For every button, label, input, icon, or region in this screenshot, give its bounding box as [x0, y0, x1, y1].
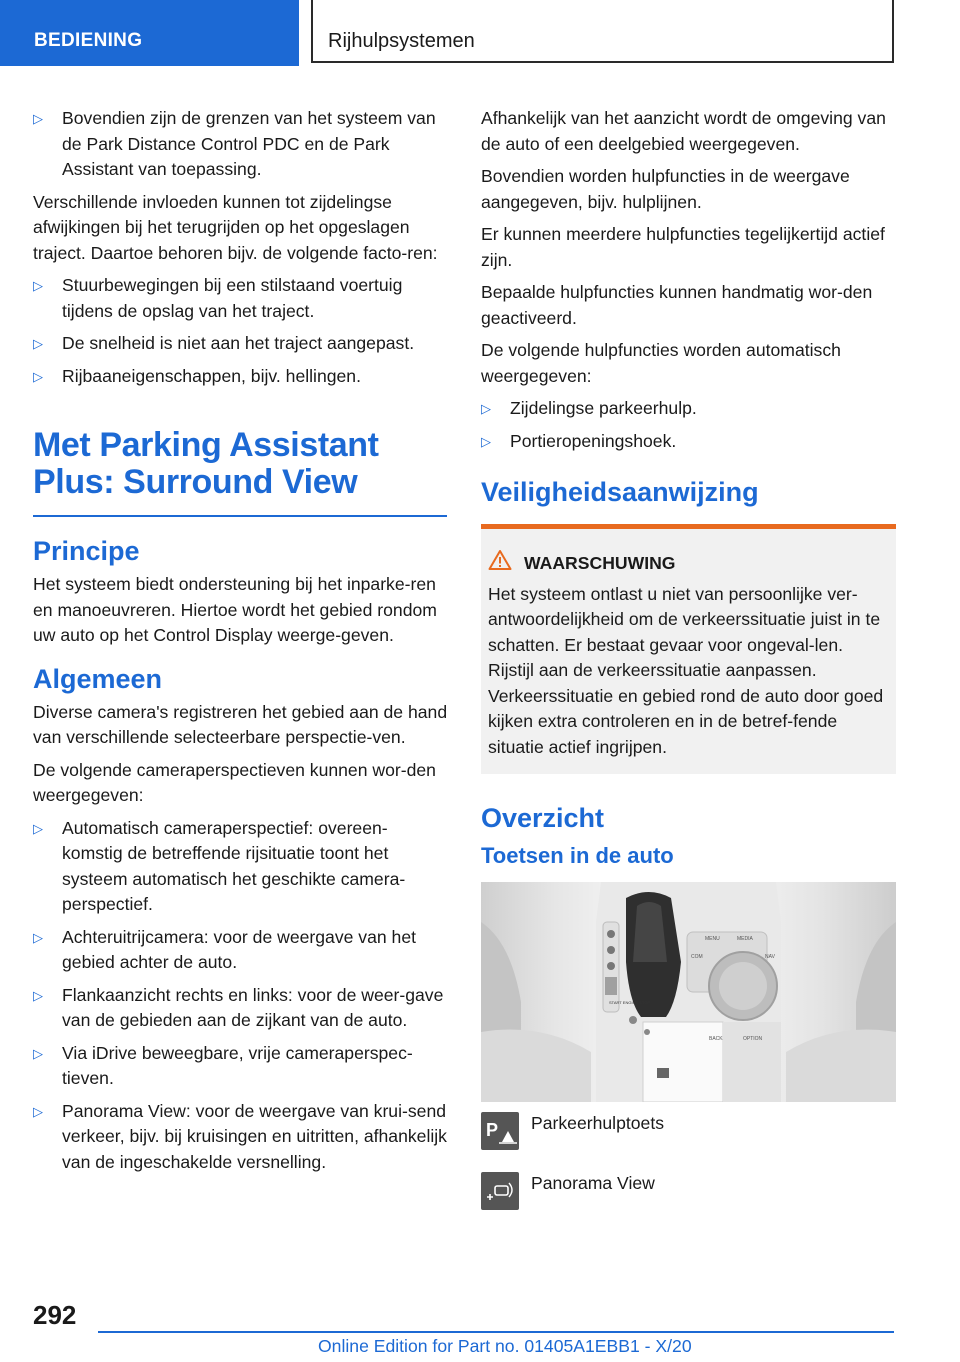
- paragraph: Er kunnen meerdere hulpfuncties tegelijkertijd actief zijn.: [481, 224, 885, 270]
- warning-text: Het systeem ontlast u niet van persoonlijke ver-antwoordelijkheid om de verkeerssituatie juist in te schatten. Er bestaat gevaar voor ongeval-len. Rijstijl aan de verkeerssituatie aanpassen. Verkeerssituatie en gebied rond de auto door goed kijken extra controleren en in de betref-fende situatie actief ingrijpen.: [488, 583, 884, 757]
- triangle-bullet-icon: ▷: [33, 1103, 43, 1119]
- paragraph: De volgende hulpfuncties worden automatisch weergegeven:: [481, 340, 841, 386]
- list-item: ▷ Flankaanzicht rechts en links: voor de weer-gave van de gebieden aan de zijkant van de auto.: [33, 984, 444, 1030]
- menu-button: MENU: [705, 936, 720, 942]
- list-item: ▷ Achteruitrijcamera: voor de weergave van het gebied achter de auto.: [33, 926, 417, 972]
- nav-button: NAV: [765, 954, 775, 960]
- paragraph: Afhankelijk van het aanzicht wordt de omgeving van de auto of een deelgebied weergegeven.: [481, 108, 886, 154]
- list-item: ▷ De snelheid is niet aan het traject aangepast.: [33, 331, 448, 357]
- triangle-bullet-icon: ▷: [481, 433, 491, 449]
- list-item: ▷ Stuurbewegingen bij een stilstaand voertuig tijdens de opslag van het traject.: [33, 275, 403, 321]
- media-button: MEDIA: [737, 936, 753, 942]
- footer-rule: [98, 1331, 894, 1333]
- list-item: [481, 1112, 896, 1160]
- warning-title-row: [488, 549, 889, 579]
- option-button: OPTION: [743, 1036, 763, 1042]
- bullet-list: [33, 816, 448, 1176]
- triangle-bullet-icon: ▷: [33, 336, 43, 351]
- paragraph: De volgende cameraperspectieven kunnen wor-den weergegeven:: [33, 759, 436, 805]
- center-console-photo: [481, 882, 896, 1102]
- panorama-view-icon: [481, 1172, 519, 1210]
- parking-assist-icon: [481, 1112, 519, 1150]
- paragraph: Diverse camera's registreren het gebied aan de hand van verschillende selecteerbare perspectie-ven.: [33, 701, 448, 747]
- warning-box: [481, 524, 896, 774]
- section-tab: [0, 0, 299, 66]
- heading-rule: [33, 515, 447, 517]
- algemeen-heading: Algemeen: [33, 663, 163, 694]
- triangle-bullet-icon: ▷: [33, 929, 43, 945]
- list-item: ▷ Automatisch cameraperspectief: overeen-komstig de betreffende rijsituatie toont het systeem automatisch het geschikte camera-perspectief.: [33, 817, 406, 914]
- triangle-bullet-icon: ▷: [33, 820, 43, 836]
- com-button: COM: [691, 954, 703, 960]
- intro-bullet-list: [33, 106, 448, 183]
- bullet-list: [33, 273, 448, 389]
- svg-text:P: P: [486, 1120, 499, 1140]
- left-column: [33, 106, 448, 1182]
- paragraph: Bovendien worden hulpfuncties in de weergave aangegeven, bijv. hulplijnen.: [481, 166, 850, 212]
- chapter-heading: Met Parking Assistant Plus: Surround View: [33, 426, 379, 501]
- list-item: ▷ Via iDrive beweegbare, vrije cameraperspec-tieven.: [33, 1042, 413, 1088]
- paragraph: Verschillende invloeden kunnen tot zijdelingse afwijkingen bij het terugrijden op het opgeslagen traject. Daartoe behoren bijv. de volgende facto-ren:: [33, 191, 438, 263]
- buttons-heading: Toetsen in de auto: [481, 843, 674, 868]
- overview-heading: Overzicht: [481, 803, 605, 833]
- right-column: [481, 106, 896, 1232]
- chapter-title: Rijhulpsystemen: [328, 30, 475, 52]
- triangle-bullet-icon: ▷: [481, 401, 491, 416]
- icon-label: Panorama View: [531, 1173, 655, 1193]
- footer-edition: Online Edition for Part no. 01405A1EBB1 - X/20: [318, 1336, 692, 1356]
- safety-heading: Veiligheidsaanwijzing: [481, 477, 759, 507]
- warning-triangle-icon: [488, 549, 524, 579]
- list-item: ▷ Rijbaaneigenschappen, bijv. hellingen.: [33, 364, 448, 390]
- triangle-bullet-icon: ▷: [33, 368, 43, 384]
- list-item: [481, 1172, 896, 1220]
- triangle-bullet-icon: ▷: [33, 1045, 43, 1061]
- list-item: ▷ Portieropeningshoek.: [481, 429, 896, 455]
- warning-title: WAARSCHUWING: [524, 553, 676, 573]
- triangle-bullet-icon: ▷: [33, 111, 43, 126]
- list-item: ▷ Zijdelingse parkeerhulp.: [481, 396, 896, 422]
- page-number: 292: [33, 1300, 77, 1330]
- back-button: BACK: [709, 1036, 723, 1042]
- list-item: ▷ Panorama View: voor de weergave van krui-send verkeer, bijv. bij kruisingen en uitritten, afhankelijk van de ingeschakelde versnelling.: [33, 1100, 447, 1172]
- principe-heading: Principe: [33, 536, 140, 566]
- section-title: BEDIENING: [34, 30, 143, 51]
- chapter-tab: [311, 0, 894, 63]
- triangle-bullet-icon: ▷: [33, 278, 43, 293]
- paragraph: Bepaalde hulpfuncties kunnen handmatig wor-den geactiveerd.: [481, 282, 873, 328]
- triangle-bullet-icon: ▷: [33, 987, 43, 1003]
- start-engine-stop-label: START ENGINE STOP: [609, 1000, 651, 1005]
- paragraph: Het systeem biedt ondersteuning bij het inparke-ren en manoeuvreren. Hiertoe wordt het gebied rondom uw auto op het Control Display weerge-geven.: [33, 574, 437, 645]
- list-item: ▷ Bovendien zijn de grenzen van het systeem van de Park Distance Control PDC en de Park Assistant van toepassing.: [33, 108, 436, 179]
- bullet-list: [481, 396, 896, 454]
- icon-label: Parkeerhulptoets: [531, 1113, 665, 1133]
